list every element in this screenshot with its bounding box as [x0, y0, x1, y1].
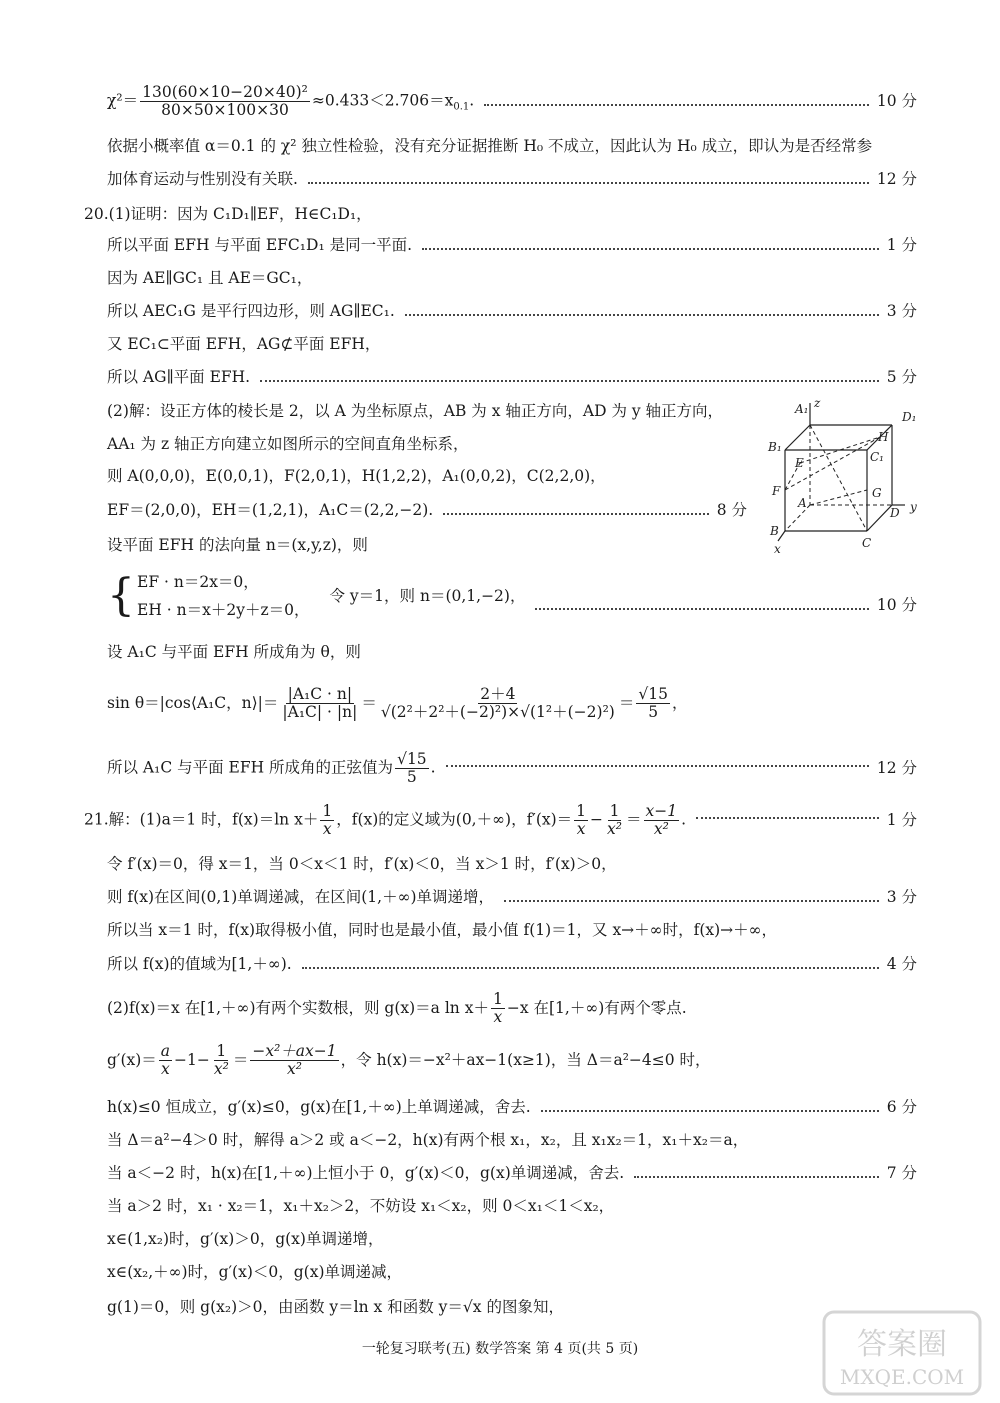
chi-tail: ≈0.433＜2.706＝x — [311, 91, 454, 110]
fraction — [491, 991, 505, 1026]
leader-dots — [484, 104, 869, 106]
chi-subscript: 0.1 — [453, 101, 470, 113]
figure-label-12: y — [910, 500, 917, 514]
score: 3 分 — [886, 888, 917, 906]
line-text: −1− — [174, 1051, 210, 1069]
score: 5 分 — [886, 368, 917, 386]
leader-dots — [535, 608, 868, 610]
line-text: 所以平面 EFH 与平面 EFC₁D₁ 是同一平面. — [107, 236, 413, 254]
figure-label-6: E — [795, 456, 804, 470]
score: 7 分 — [886, 1164, 917, 1182]
line-text — [84, 803, 686, 838]
numerator: 2＋4 — [480, 684, 516, 703]
text-line: x∈(x₂,＋∞)时，g′(x)＜0，g(x)单调递减， — [107, 1263, 403, 1281]
fraction — [636, 686, 670, 721]
fraction — [395, 751, 429, 786]
text-line: (2)解：设正方体的棱长是 2，以 A 为坐标原点，AB 为 x 轴正方向，AD 为 y 轴正方向， — [107, 402, 724, 420]
watermark-text: 答案圈 — [857, 1327, 947, 1362]
text-line: 则 A(0,0,0)，E(0,0,1)，F(2,0,1)，H(1,2,2)，A₁(0,0,2)，C(2,2,0)， — [107, 467, 606, 485]
text-line — [107, 885, 917, 909]
formula-lhs: sin θ＝|cos⟨A₁C，n⟩|＝ — [107, 694, 279, 712]
text-line: 令 f′(x)＝0，得 x＝1，当 0＜x＜1 时，f′(x)＜0，当 x＞1 时，f′(x)＞0， — [107, 855, 617, 873]
line-text: h(x)≤0 恒成立，g′(x)≤0，g(x)在[1,＋∞)上单调递减，舍去. — [107, 1098, 531, 1116]
denominator: |A₁C| · |n| — [282, 702, 358, 721]
text-line — [107, 233, 917, 257]
equals: ＝ — [361, 694, 377, 712]
leader-dots — [422, 248, 879, 250]
text-line: AA₁ 为 z 轴正方向建立如图所示的空间直角坐标系， — [107, 435, 469, 453]
figure-label-7: F — [772, 484, 781, 498]
equals: ＝ — [232, 1051, 249, 1069]
denominator: x² — [287, 1059, 302, 1078]
text-line: 当 Δ＝a²−4＞0 时，解得 a＞2 或 a＜−2，h(x)有两个根 x₁，x₂，且 x₁x₂＝1，x₁＋x₂＝a， — [107, 1131, 749, 1149]
line-text: 所以 A₁C 与平面 EFH 所成角的正弦值为 — [107, 758, 394, 776]
derivative-line — [107, 1040, 917, 1080]
numerator: √15 — [638, 684, 668, 703]
text-line: 又 EC₁⊂平面 EFH，AG⊄平面 EFH， — [107, 335, 381, 353]
figure-label-3: B₁ — [768, 440, 782, 454]
chi-lhs: χ²＝ — [107, 91, 139, 110]
denominator: 5 — [406, 767, 417, 786]
line-text: 则 f(x)在区间(0,1)单调递减，在区间(1,＋∞)单调递增， — [107, 888, 495, 906]
text-line — [107, 1095, 917, 1119]
text-line: 设平面 EFH 的法向量 n＝(x,y,z)，则 — [107, 536, 368, 554]
leader-dots — [260, 380, 879, 382]
score: 3 分 — [886, 302, 917, 320]
q21-part2-line — [107, 988, 917, 1028]
text-line — [107, 952, 917, 976]
fraction — [574, 803, 588, 838]
fraction — [605, 803, 624, 838]
fraction — [320, 803, 334, 838]
equals: ＝ — [626, 810, 642, 828]
denominator: √(2²＋2²＋(−2)²)×√(1²＋(−2)²) — [380, 702, 615, 721]
page-footer: 一轮复习联考(五) 数学答案 第 4 页(共 5 页) — [361, 1341, 639, 1357]
denominator: 5 — [648, 702, 659, 721]
leader-dots — [443, 513, 709, 515]
watermark-url: MXQE.COM — [839, 1365, 965, 1389]
denominator: x² — [653, 819, 669, 838]
period: . — [681, 810, 687, 828]
leader-dots — [634, 1176, 879, 1178]
equation-2: EH · n＝x＋2y＋z＝0， — [137, 601, 310, 619]
score: 4 分 — [886, 955, 917, 973]
leader-dots — [541, 1110, 879, 1112]
text-line: 因为 AE∥GC₁ 且 AE＝GC₁， — [107, 269, 313, 287]
period: . — [469, 91, 475, 110]
line-text: 所以 AG∥平面 EFH. — [107, 368, 251, 386]
system-equations — [137, 568, 309, 624]
period: . — [430, 758, 436, 776]
leader-dots — [446, 765, 869, 767]
vector-line — [107, 498, 747, 522]
sine-result-line — [107, 748, 917, 788]
line-text: 当 a＜−2 时，h(x)在[1,＋∞)上恒小于 0，g′(x)＜0，g(x)单调递减，舍去. — [107, 1164, 625, 1182]
watermark-logo — [822, 1310, 982, 1396]
figure-label-8: G — [872, 486, 882, 500]
chi-denominator: 80×50×100×30 — [161, 101, 289, 119]
text-line — [107, 365, 917, 389]
line-text: 加体育运动与性别没有关联. — [107, 170, 298, 188]
line-text: 21.解：(1)a＝1 时，f(x)＝ln x＋ — [84, 810, 319, 828]
text-line: g(1)＝0，则 g(x₂)＞0，由函数 y＝ln x 和函数 y＝√x 的图象知， — [107, 1298, 564, 1316]
fraction — [280, 686, 359, 721]
text-line — [107, 1161, 917, 1185]
leader-dots — [302, 967, 879, 969]
line-text: 所以 AEC₁G 是平行四边形，则 AG∥EC₁. — [107, 302, 395, 320]
numerator: √15 — [397, 749, 427, 768]
line-text: 所以 f(x)的值域为[1,＋∞). — [107, 955, 292, 973]
chi-fraction — [140, 84, 310, 119]
figure-label-4: H — [878, 430, 889, 444]
line-text: (2)f(x)＝x 在[1,＋∞)有两个实数根，则 g(x)＝a ln x＋ — [107, 999, 489, 1017]
comma: ， — [671, 694, 688, 712]
system-result: 令 y＝1，则 n＝(0,1,−2)， — [329, 587, 526, 605]
figure-label-2: D₁ — [902, 410, 917, 424]
line-text: ，f(x)的定义域为(0,＋∞)，f′(x)＝ — [336, 810, 573, 828]
line-text: g′(x)＝ — [107, 1051, 157, 1069]
text-line: 依据小概率值 α＝0.1 的 χ² 独立性检验，没有充分证据推断 H₀ 不成立，因此认为 H₀ 成立，即认为是否经常参 — [107, 137, 873, 155]
fraction — [212, 1043, 231, 1078]
score: 1 分 — [886, 236, 917, 254]
chi-numerator: 130(60×10−20×40)² — [142, 83, 308, 101]
numerator: 1 — [216, 1041, 227, 1060]
numerator: 1 — [576, 801, 587, 820]
figure-label-13: C — [862, 536, 872, 550]
figure-label-11: D — [890, 506, 900, 520]
numerator: −x²＋ax−1 — [252, 1041, 337, 1060]
cube-figure — [760, 395, 930, 555]
line-text: ，令 h(x)＝−x²＋ax−1(x≥1)，当 Δ＝a²−4≤0 时， — [340, 1051, 711, 1069]
text-line: 当 a＞2 时，x₁ · x₂＝1，x₁＋x₂＞2，不妨设 x₁＜x₂，则 0＜x₁＜1＜x₂， — [107, 1197, 615, 1215]
text-line — [107, 167, 917, 191]
fraction — [644, 803, 680, 838]
numerator: a — [160, 1041, 171, 1060]
minus: − — [590, 810, 604, 828]
denominator: x — [322, 819, 332, 838]
denominator: x — [576, 819, 586, 838]
numerator: 1 — [322, 801, 333, 820]
figure-label-1: z — [814, 396, 821, 410]
text-line: 所以当 x＝1 时，f(x)取得极小值，同时也是最小值，最小值 f(1)＝1，又 x→＋∞时，f(x)→＋∞， — [107, 921, 778, 939]
denominator: x — [493, 1007, 503, 1026]
denominator: x² — [607, 819, 623, 838]
text-line: x∈(1,x₂)时，g′(x)＞0，g(x)单调递增， — [107, 1230, 384, 1248]
linear-system — [107, 568, 525, 624]
chi-square-line — [107, 84, 917, 120]
fraction — [159, 1043, 172, 1078]
leader-dots — [405, 314, 879, 316]
text-line — [107, 299, 917, 323]
denominator: x² — [213, 1059, 229, 1078]
numerator: 1 — [609, 801, 620, 820]
figure-label-9: A — [798, 496, 807, 510]
linear-system-line — [107, 568, 917, 628]
score: 8 分 — [716, 501, 747, 519]
denominator: x — [161, 1059, 170, 1078]
figure-label-10: B — [770, 524, 779, 538]
numerator: 1 — [492, 989, 503, 1008]
figure-label-0: A₁ — [795, 402, 809, 416]
q20-heading: 20.(1)证明：因为 C₁D₁∥EF，H∈C₁D₁， — [84, 205, 372, 223]
leader-dots — [504, 900, 879, 902]
left-brace: { — [107, 570, 135, 621]
score: 10 分 — [876, 596, 917, 614]
text-line: 设 A₁C 与平面 EFH 所成角为 θ，则 — [107, 643, 361, 661]
score: 10 分 — [876, 91, 917, 110]
sin-theta-formula — [107, 680, 917, 726]
line-text: −x 在[1,＋∞)有两个零点. — [506, 999, 687, 1017]
fraction — [379, 686, 617, 721]
numerator: |A₁C · n| — [287, 684, 353, 703]
figure-label-14: x — [774, 542, 781, 555]
q21-heading — [84, 800, 917, 840]
numerator: x−1 — [645, 801, 678, 820]
score: 12 分 — [876, 170, 917, 188]
score: 6 分 — [886, 1098, 917, 1116]
leader-dots — [308, 182, 869, 184]
figure-label-5: C₁ — [870, 450, 884, 464]
score: 12 分 — [876, 759, 917, 777]
line-text: EF＝(2,0,0)，EH＝(1,2,1)，A₁C＝(2,2,−2). — [107, 501, 434, 519]
line-text — [107, 751, 436, 786]
leader-dots — [696, 817, 879, 819]
score: 1 分 — [886, 811, 917, 829]
fraction — [250, 1043, 338, 1078]
equation-1: EF · n＝2x＝0， — [137, 573, 259, 591]
equals: ＝ — [618, 694, 635, 712]
